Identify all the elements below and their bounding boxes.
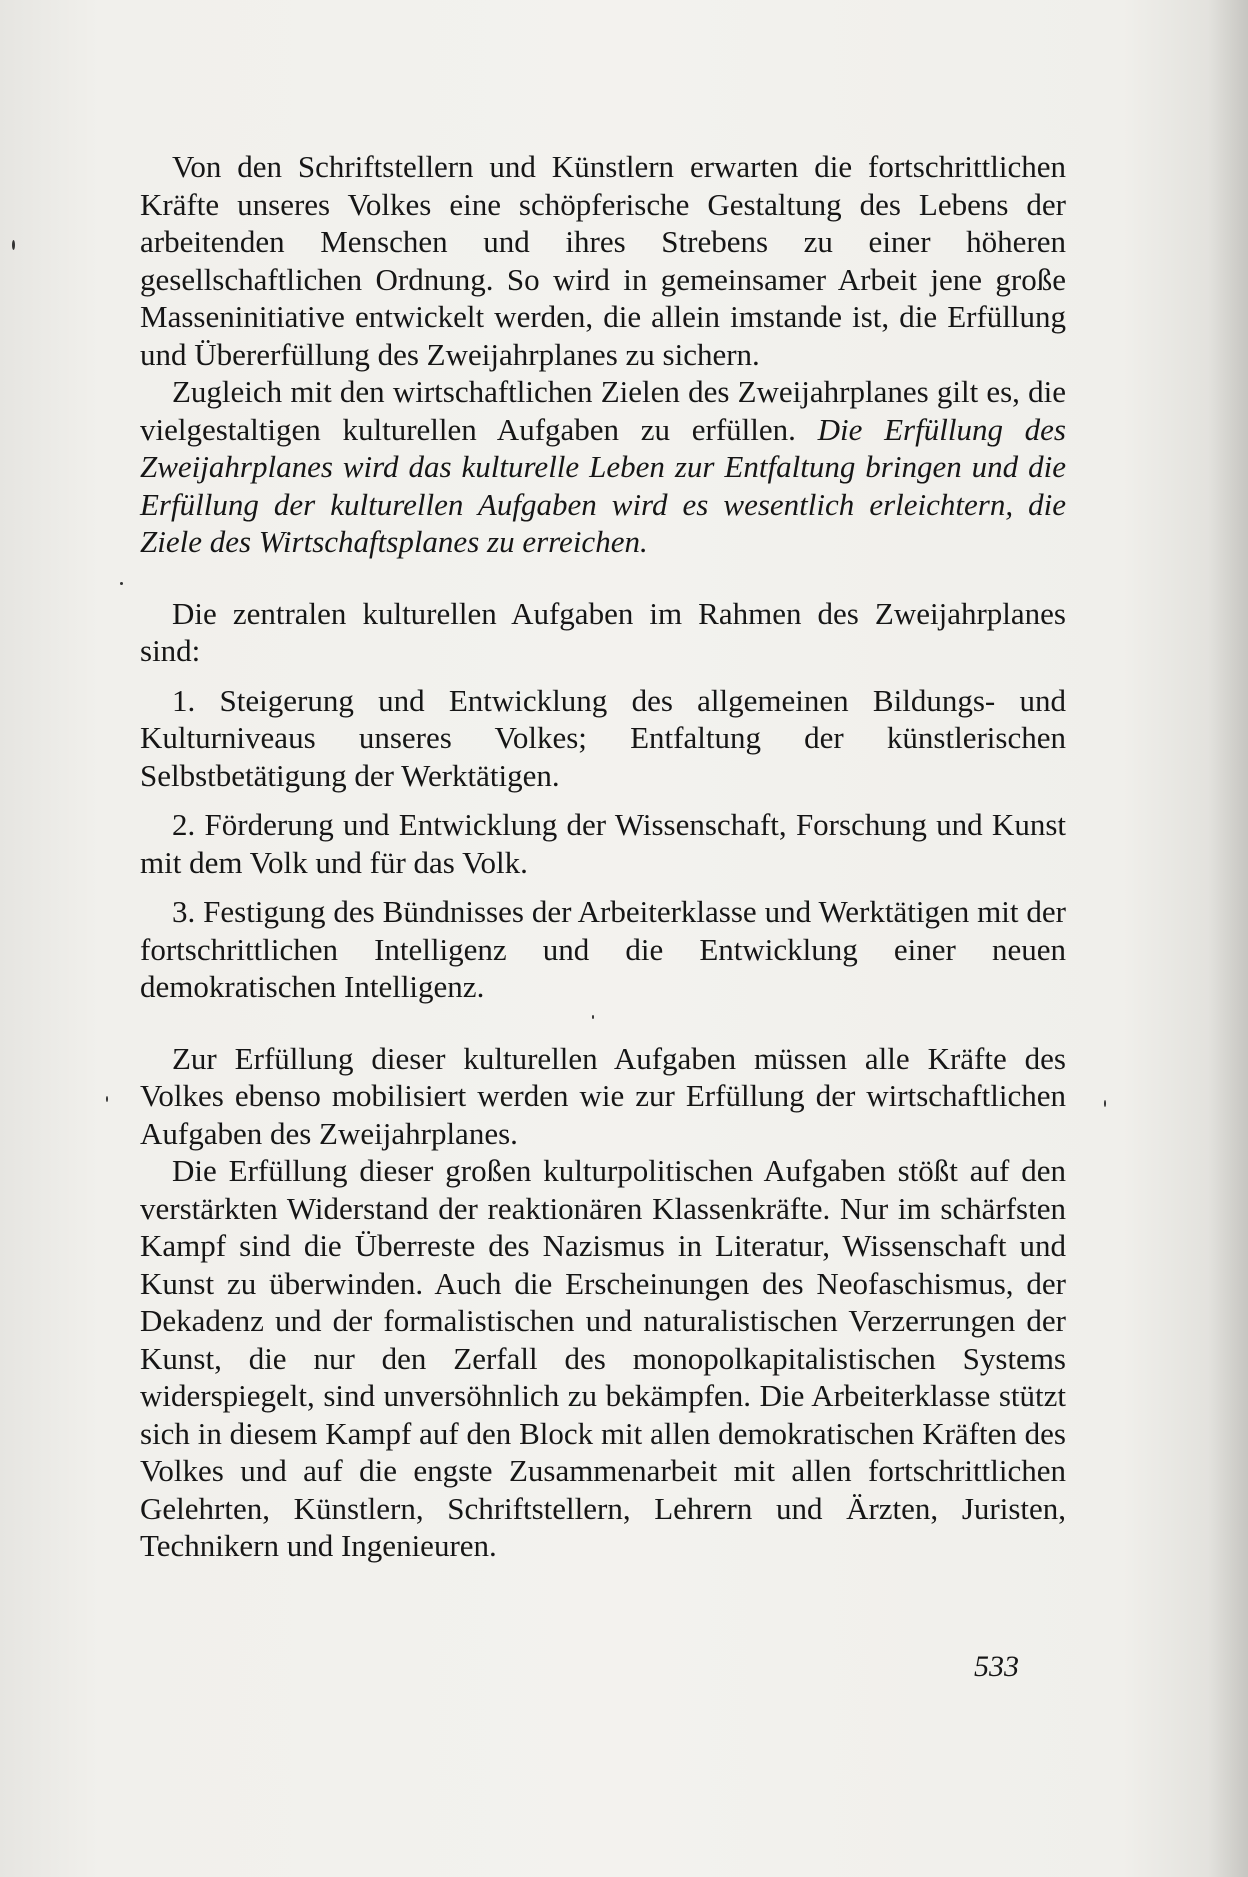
list-item-3: 3. Festigung des Bündnisses der Arbeiterklasse und Werktätigen mit der fortschrittlichen Intelligenz und die Entwicklung einer neuen demokratischen Intelligenz. [140, 894, 1066, 1004]
paragraph-2-plain: Zugleich mit den wirtschaftlichen Zielen des Zweijahrplanes gilt es, die vielgestaltigen kulturellen Aufgaben zu erfüllen. [140, 374, 1066, 447]
paragraph-2 [140, 373, 1066, 561]
paragraph-4: Zur Erfüllung dieser kulturellen Aufgaben müssen alle Kräfte des Volkes ebenso mobilisiert werden wie zur Erfüllung der wirtschaftlichen Aufgaben des Zweijahrplanes. [140, 1040, 1066, 1151]
scan-speck [106, 1096, 108, 1102]
page-number: 533 [974, 1650, 1019, 1683]
scan-speck [592, 1015, 594, 1019]
scan-speck [12, 240, 15, 250]
list-item-1: 1. Steigerung und Entwicklung des allgemeinen Bildungs- und Kulturniveaus unseres Volkes; Entfaltung der künstlerischen Selbstbetätigung der Werktätigen. [140, 682, 1066, 793]
scan-speck [1104, 1100, 1106, 1107]
paragraph-2-emphasis: Die Erfüllung des Zweijahrplanes wird das kulturelle Leben zur Entfaltung bringen und die Erfüllung der kulturellen Aufgaben wird es wesentlich erleichtern, die Ziele des Wirtschaftsplanes zu erreichen. [140, 411, 1066, 559]
paragraph-3: Die zentralen kulturellen Aufgaben im Rahmen des Zweijahrplanes sind: [140, 595, 1066, 668]
body-text [140, 148, 1066, 1565]
paragraph-1: Von den Schriftstellern und Künstlern erwarten die fortschrittlichen Kräfte unseres Volkes eine schöpferische Gestaltung des Lebens der arbeitenden Menschen und ihres Strebens zu einer höheren gesellschaftlichen Ordnung. So wird in gemeinsamer Arbeit jene große Masseninitiative entwickelt werden, die allein imstande ist, die Erfüllung und Übererfüllung des Zweijahrplanes zu sichern. [140, 149, 1066, 372]
paragraph-5: Die Erfüllung dieser großen kulturpolitischen Aufgaben stößt auf den verstärkten Widerstand der reaktionären Klassenkräfte. Nur im schärfsten Kampf sind die Überreste des Nazismus in Literatur, Wissenschaft und Kunst zu überwinden. Auch die Erscheinungen des Neofaschismus, der Dekadenz und der formalistischen und naturalistischen Verzerrungen der Kunst, die nur den Zerfall des monopolkapitalistischen Systems widerspiegelt, sind unversöhnlich zu bekämpfen. Die Arbeiterklasse stützt sich in diesem Kampf auf den Block mit allen demokratischen Kräften des Volkes und auf die engste Zusammenarbeit mit allen fortschrittlichen Gelehrten, Künstlern, Schriftstellern, Lehrern und Ärzten, Juristen, Technikern und Ingenieuren. [140, 1153, 1066, 1563]
scan-speck [120, 582, 123, 585]
list-item-2: 2. Förderung und Entwicklung der Wissenschaft, Forschung und Kunst mit dem Volk und für das Volk. [140, 807, 1066, 880]
